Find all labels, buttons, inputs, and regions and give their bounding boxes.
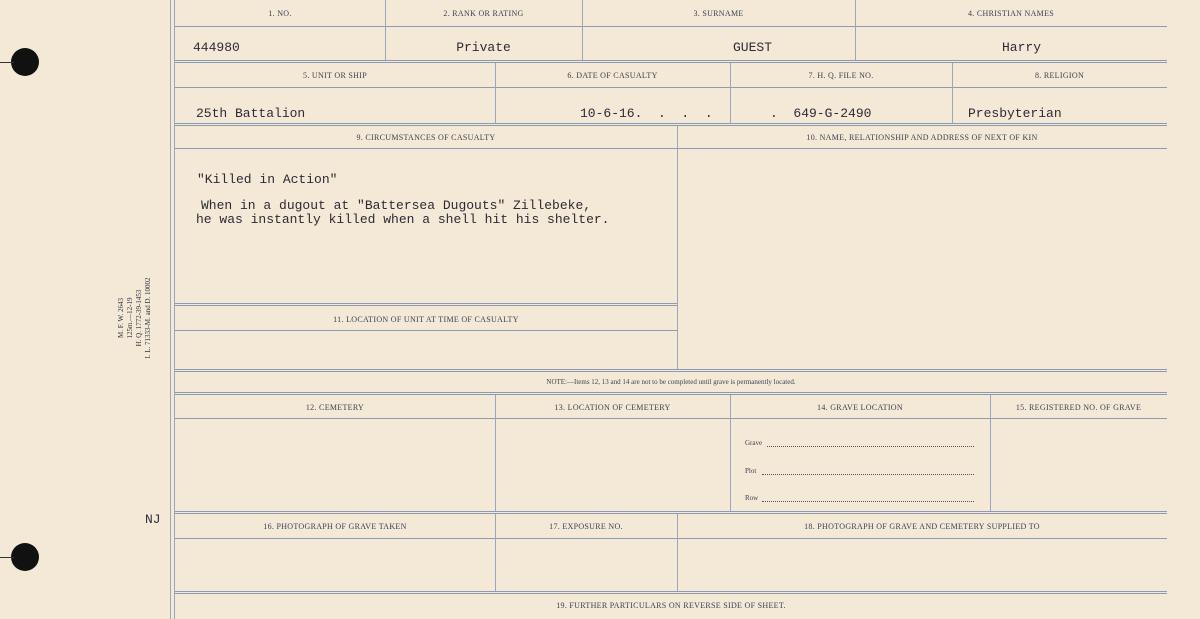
header-no: 1. NO. — [268, 9, 292, 18]
plot-label: Plot — [745, 467, 757, 475]
footer-further-particulars: 19. FURTHER PARTICULARS ON REVERSE SIDE OF SHEET. — [556, 601, 786, 610]
rank: Private — [456, 40, 511, 55]
form-code: M. F. W. 2643 — [117, 298, 125, 338]
date-of-casualty: 10-6-16. . . . — [580, 106, 713, 121]
header-religion: 8. RELIGION — [1034, 71, 1085, 80]
note: NOTE:—Items 12, 13 and 14 are not to be completed until grave is permanently located. — [546, 378, 796, 386]
punch-hole — [11, 48, 39, 76]
form-code: H. Q. 1772-39-1453 — [135, 289, 143, 347]
christian-names: Harry — [1001, 40, 1041, 55]
header-surname: 3. SURNAME — [693, 9, 744, 18]
row-label: Row — [745, 494, 759, 502]
service-number: 444980 — [193, 40, 240, 55]
header-grave-location: 14. GRAVE LOCATION — [817, 403, 903, 412]
header-photo-taken: 16. PHOTOGRAPH OF GRAVE TAKEN — [263, 522, 407, 531]
header-cemetery: 12. CEMETERY — [305, 403, 365, 412]
header-rank: 2. RANK OR RATING — [443, 9, 524, 18]
unit: 25th Battalion — [196, 106, 306, 121]
circumstances-line: When in a dugout at "Battersea Dugouts" Zillebeke, — [201, 198, 592, 213]
header-date: 6. DATE OF CASUALTY — [567, 71, 658, 80]
header-location-cemetery: 13. LOCATION OF CEMETERY — [554, 403, 671, 412]
surname: GUEST — [732, 40, 772, 55]
form-code: 125m.—12-19 — [126, 297, 134, 339]
header-registered-no: 15. REGISTERED NO. OF GRAVE — [1015, 403, 1142, 412]
circumstances-line: "Killed in Action" — [197, 172, 338, 187]
punch-hole — [11, 543, 39, 571]
header-next-of-kin: 10. NAME, RELATIONSHIP AND ADDRESS OF NEXT OF KIN — [806, 133, 1038, 142]
form-code-block — [117, 238, 153, 398]
header-exposure: 17. EXPOSURE NO. — [549, 522, 623, 531]
header-circumstances: 9. CIRCUMSTANCES OF CASUALTY — [356, 133, 496, 142]
header-photo-supplied: 18. PHOTOGRAPH OF GRAVE AND CEMETERY SUPPLIED TO — [804, 522, 1040, 531]
circumstances-line: he was instantly killed when a shell hit his shelter. — [196, 212, 610, 227]
hq-file-no: . 649-G-2490 — [770, 106, 872, 121]
header-christian-names: 4. CHRISTIAN NAMES — [967, 9, 1055, 18]
religion: Presbyterian — [968, 106, 1062, 121]
initials: NJ — [145, 512, 161, 527]
header-location-unit: 11. LOCATION OF UNIT AT TIME OF CASUALTY — [333, 315, 519, 324]
grave-label: Grave — [745, 439, 763, 447]
header-file: 7. H. Q. FILE NO. — [808, 71, 874, 80]
form-code: I. L. 71333-M. and D. 10002 — [144, 277, 152, 359]
header-unit: 5. UNIT OR SHIP — [303, 71, 367, 80]
